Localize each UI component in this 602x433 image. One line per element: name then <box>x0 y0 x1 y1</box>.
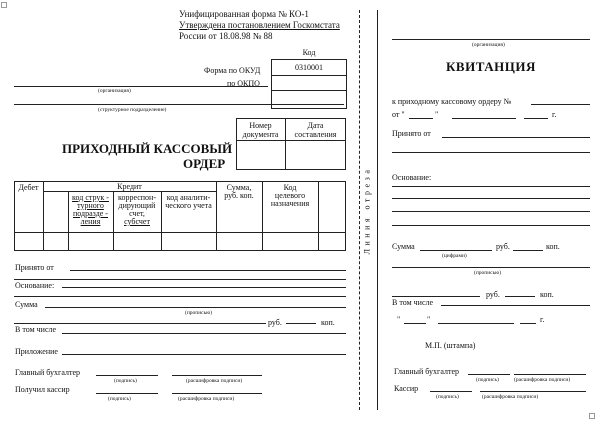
cut-line-label: Линия отреза <box>362 166 372 255</box>
receipt-year-suffix: г. <box>552 110 557 119</box>
sum-in-words-caption: (прописью) <box>185 310 213 316</box>
basis-line-2[interactable] <box>14 296 346 297</box>
form-line-3: России от 18.08.98 № 88 <box>179 31 273 41</box>
receipt-from-mid: " <box>435 110 439 119</box>
subdivision-line[interactable] <box>14 104 344 105</box>
col-struct-2: турного <box>77 201 104 210</box>
order-title-1: ПРИХОДНЫЙ КАССОВЫЙ <box>62 141 233 156</box>
col-line <box>318 181 319 251</box>
receipt-chief-decoding-caption: (расшифровка подписи) <box>514 377 571 383</box>
col-analytic-2: ческого учета <box>165 201 212 210</box>
col-sum-1: Сумма, <box>226 183 252 192</box>
col-corr-3: счет, <box>129 209 145 218</box>
receipt-month-line[interactable] <box>452 118 516 119</box>
table-header-line <box>14 232 346 233</box>
col-struct-3: подразде - <box>73 209 108 218</box>
sum-kop-line[interactable] <box>286 323 316 324</box>
cashier-decoding-caption: (расшифровка подписи) <box>178 396 235 402</box>
receipt-basis-label: Основание: <box>392 173 432 182</box>
receipt-year-line[interactable] <box>524 118 548 119</box>
receipt-date-day-line[interactable] <box>404 323 426 324</box>
receipt-words-line[interactable] <box>392 267 590 268</box>
receipt-kop2-line[interactable] <box>505 296 535 297</box>
doc-header-divider <box>236 140 346 141</box>
receipt-basis-line-4[interactable] <box>392 225 590 226</box>
cut-line-solid <box>377 10 378 410</box>
receipt-organization-line[interactable] <box>392 39 590 40</box>
col-line <box>43 181 44 251</box>
receipt-received-line[interactable] <box>442 137 590 138</box>
organization-line[interactable] <box>14 86 268 87</box>
receipt-cashier-name-line[interactable] <box>480 391 586 392</box>
cashier-signature-line[interactable] <box>96 393 158 394</box>
receipt-date-month-line[interactable] <box>438 323 514 324</box>
receipt-sum-label: Сумма <box>392 242 415 251</box>
receipt-including-line[interactable] <box>441 305 590 306</box>
sum-line-2[interactable] <box>14 323 266 324</box>
sum-label: Сумма <box>15 300 38 309</box>
receipt-digits-caption: (цифрами) <box>442 253 467 259</box>
order-title-2: ОРДЕР <box>183 156 226 171</box>
doc-date-header-2: составления <box>294 130 337 139</box>
sum-line[interactable] <box>45 307 346 308</box>
col-corr-2: дирующий <box>118 201 156 210</box>
receipt-chief-signature-caption: (подпись) <box>476 377 499 383</box>
receipt-from-prefix: от " <box>392 110 405 119</box>
organization-caption: (организация) <box>98 88 131 94</box>
doc-number-header-1: Номер <box>249 121 272 130</box>
subdivision-caption: (структурное подразделение) <box>98 107 167 113</box>
extra-code-box[interactable] <box>271 90 347 109</box>
receipt-kop2-label: коп. <box>540 290 554 299</box>
receipt-chief-name-line[interactable] <box>514 374 586 375</box>
doc-date-header-1: Дата <box>307 121 324 130</box>
receipt-basis-line-1[interactable] <box>392 186 590 187</box>
receipt-received-line-2[interactable] <box>392 152 590 153</box>
doc-number-header-2: документа <box>242 130 279 139</box>
received-from-line[interactable] <box>70 270 346 271</box>
col-purpose-2: целевого <box>274 191 306 200</box>
receipt-rub2-label: руб. <box>486 290 500 299</box>
col-corr-4: субсчет <box>124 217 150 226</box>
receipt-stamp-label: М.П. (штампа) <box>425 341 476 350</box>
credit-header: Кредит <box>117 182 142 191</box>
okpo-label: по ОКПО <box>227 79 260 88</box>
got-cashier-label: Получил кассир <box>15 385 70 394</box>
chief-signature-caption: (подпись) <box>114 378 137 384</box>
receipt-including-label: В том числе <box>392 298 434 307</box>
receipt-date-prefix: " <box>397 315 401 324</box>
receipt-sum-digits-line[interactable] <box>420 250 492 251</box>
sum-kop-label: коп. <box>321 318 335 327</box>
receipt-order-number-line[interactable] <box>531 104 590 105</box>
receipt-organization-caption: (организация) <box>472 42 505 48</box>
col-struct-1: код струк - <box>72 193 109 202</box>
col-corr-1: корреспон- <box>117 193 156 202</box>
chief-accountant-label: Главный бухгалтер <box>15 368 80 377</box>
receipt-kop-line[interactable] <box>513 250 543 251</box>
okud-label: Форма по ОКУД <box>204 66 261 75</box>
form-line-1: Унифицированная форма № КО-1 <box>179 9 309 19</box>
receipt-received-from-label: Принято от <box>392 129 431 138</box>
receipt-basis-line-2[interactable] <box>392 198 590 199</box>
received-from-label: Принято от <box>15 263 54 272</box>
kod-label: Код <box>302 48 316 57</box>
corner-marker <box>1 2 7 8</box>
col-purpose-3: назначения <box>270 199 310 208</box>
receipt-cashier-signature-line[interactable] <box>430 391 472 392</box>
cut-line <box>359 10 360 410</box>
receipt-basis-line-3[interactable] <box>392 211 590 212</box>
receipt-date-year-line[interactable] <box>520 323 536 324</box>
receipt-date-year: г. <box>540 315 545 324</box>
basis-line[interactable] <box>62 287 346 288</box>
okpo-box[interactable] <box>271 75 347 91</box>
receipt-chief-accountant-label: Главный бухгалтер <box>394 367 459 376</box>
col-sum-2: руб. коп. <box>224 191 254 200</box>
okud-value: 0310001 <box>295 63 323 72</box>
cashier-name-line[interactable] <box>172 393 262 394</box>
receipt-words-caption: (прописью) <box>474 270 502 276</box>
corner-marker <box>589 413 595 419</box>
basis-label: Основание: <box>15 281 55 290</box>
receipt-date-mid: " <box>427 315 431 324</box>
receipt-day-line[interactable] <box>409 118 433 119</box>
form-line-2: Утверждена постановлением Госкомстата <box>179 20 340 30</box>
receipt-to-order-label: к приходному кассовому ордеру № <box>392 97 512 106</box>
receipt-rub-label: руб. <box>496 242 510 251</box>
cashier-signature-caption: (подпись) <box>108 396 131 402</box>
col-struct-4: ления <box>80 217 101 226</box>
receipt-cashier-signature-caption: (подпись) <box>436 394 459 400</box>
receipt-kop-label: коп. <box>546 242 560 251</box>
receipt-title: КВИТАНЦИЯ <box>446 59 536 74</box>
attachment-line[interactable] <box>62 354 346 355</box>
receipt-cashier-label: Кассир <box>394 384 419 393</box>
chief-accountant-signature-line[interactable] <box>96 375 158 376</box>
chief-decoding-caption: (расшифровка подписи) <box>186 378 243 384</box>
col-analytic-1: код аналити- <box>166 193 211 202</box>
including-line[interactable] <box>62 333 346 334</box>
receipt-chief-signature-line[interactable] <box>468 374 510 375</box>
receipt-cashier-decoding-caption: (расшифровка подписи) <box>482 394 539 400</box>
col-purpose-1: Код <box>283 183 297 192</box>
including-label: В том числе <box>15 325 57 334</box>
chief-accountant-name-line[interactable] <box>172 375 262 376</box>
received-from-line-2[interactable] <box>14 279 346 280</box>
sum-rub-label: руб. <box>268 318 282 327</box>
debit-header: Дебет <box>18 183 39 192</box>
attachment-label: Приложение <box>15 347 58 356</box>
receipt-words-line-2[interactable] <box>392 296 480 297</box>
